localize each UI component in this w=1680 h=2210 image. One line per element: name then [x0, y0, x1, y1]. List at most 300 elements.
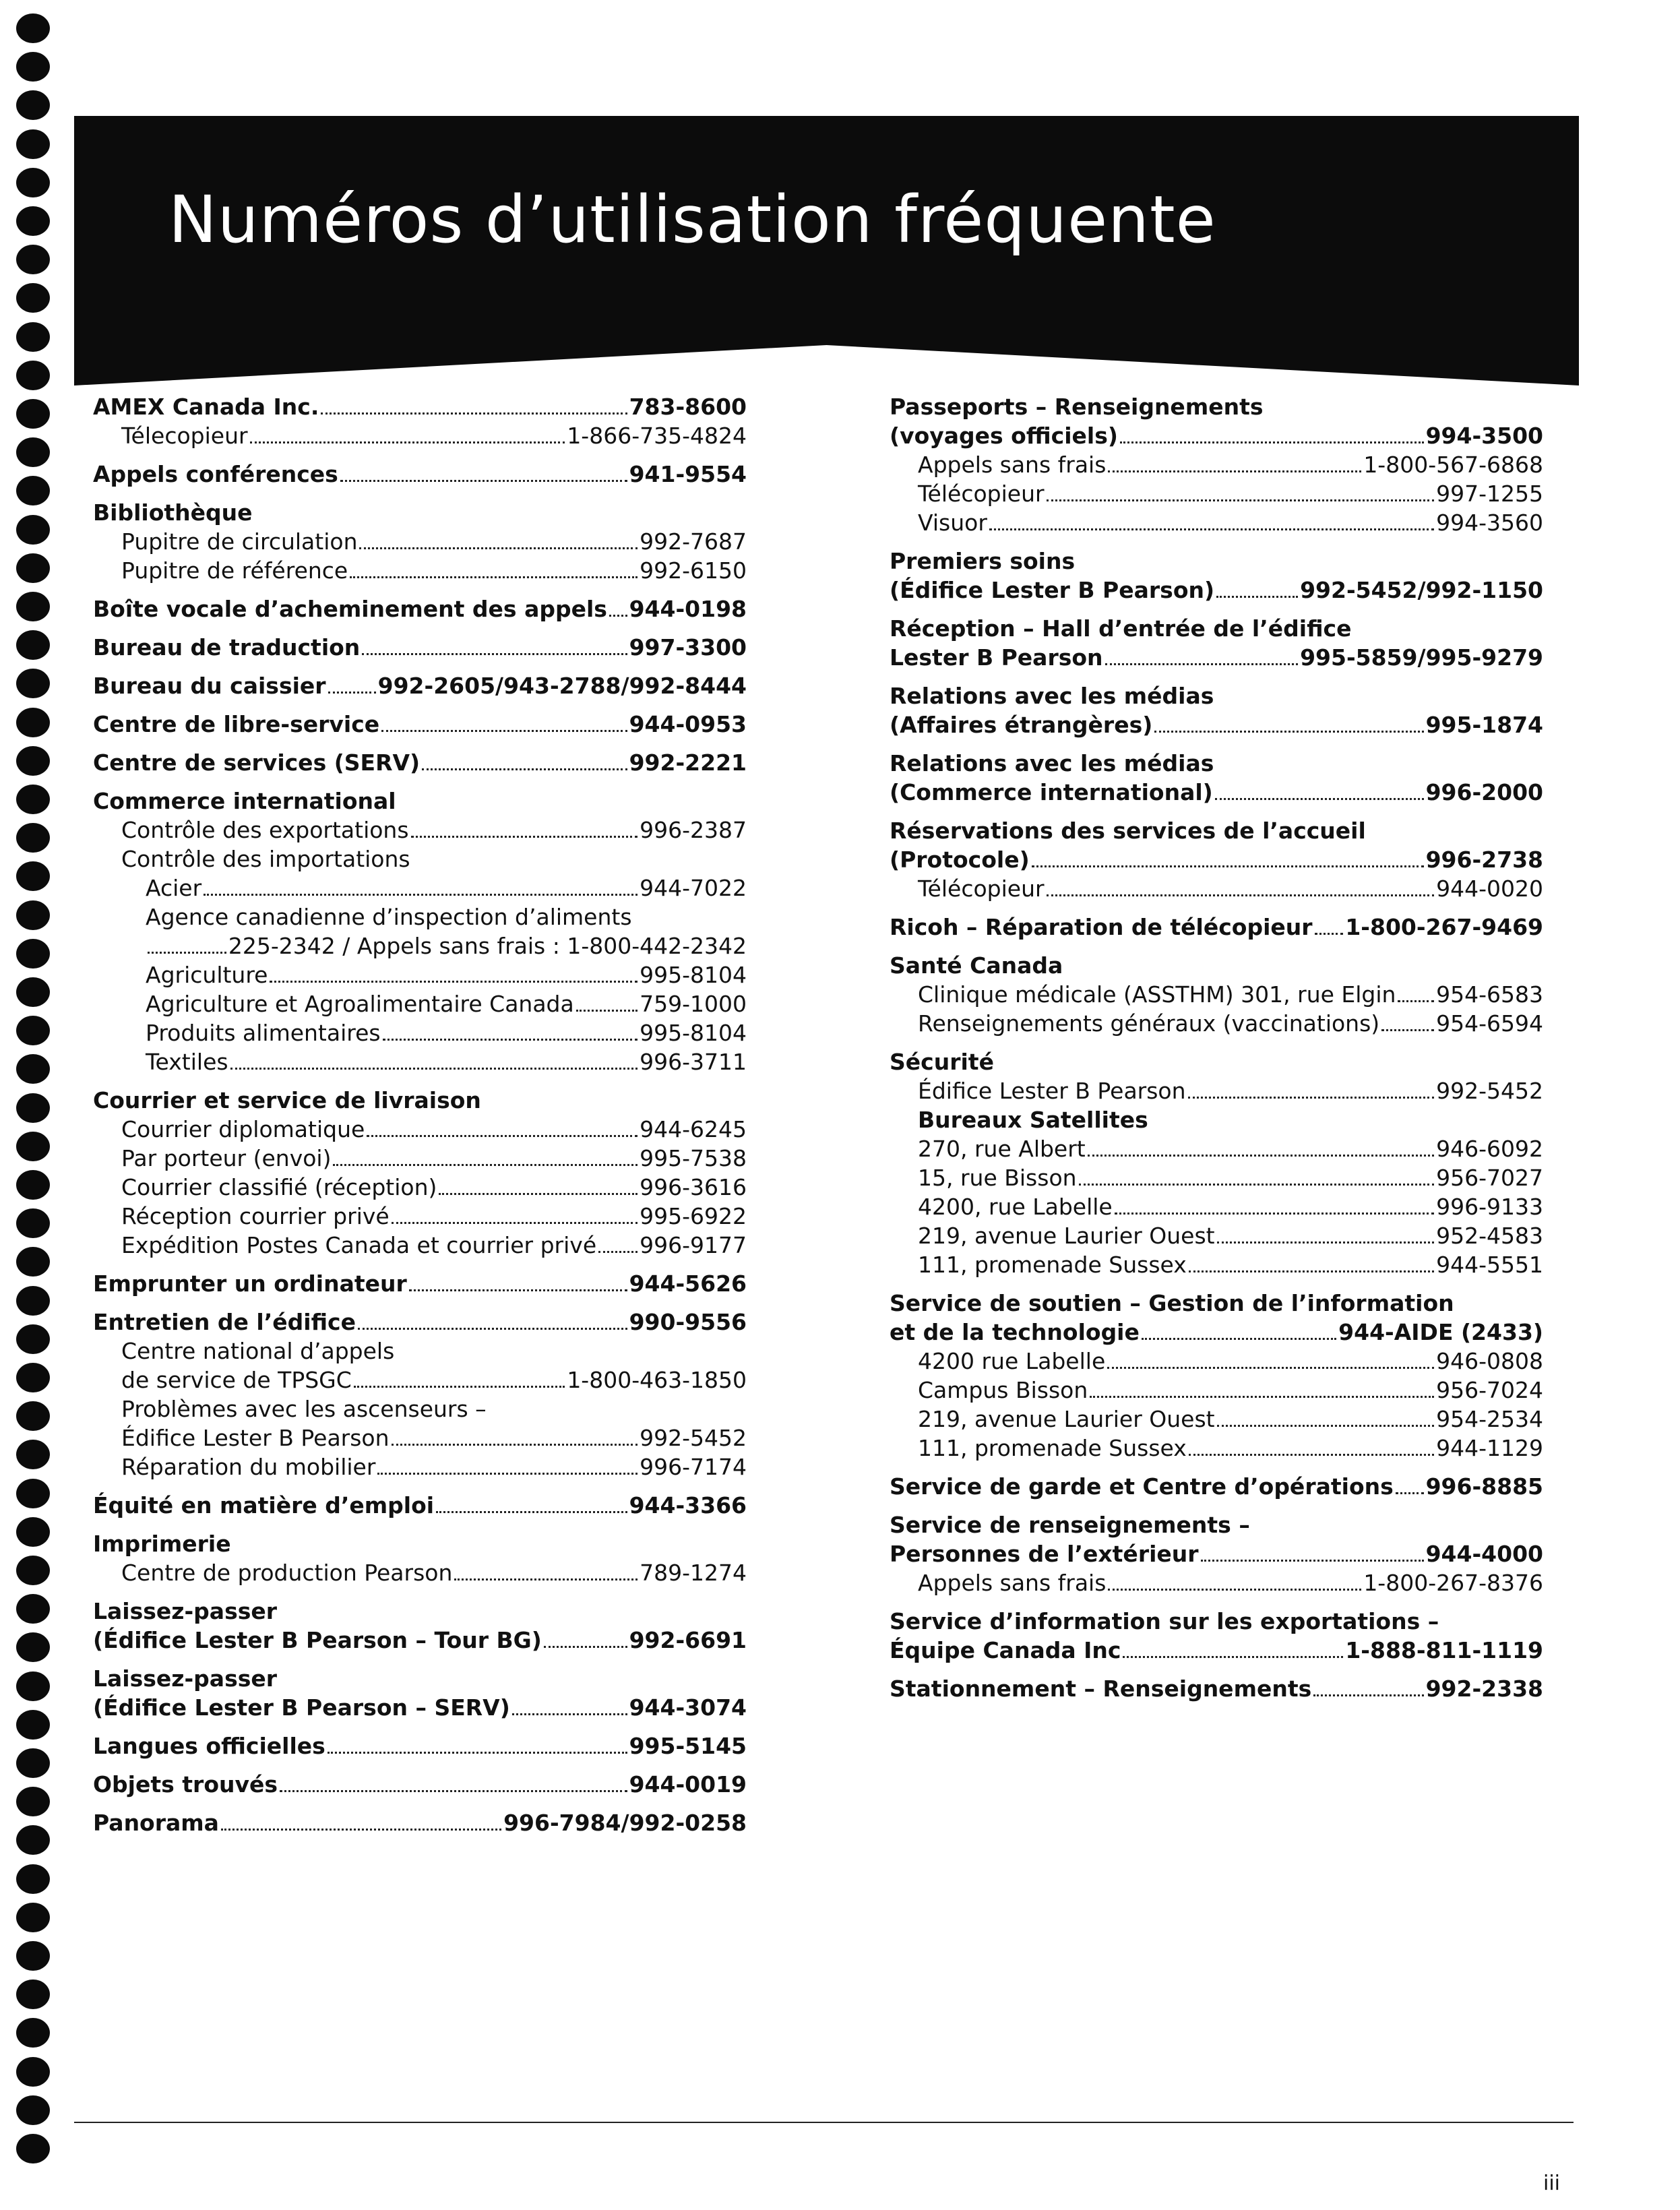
binding-hole — [16, 168, 50, 197]
directory-entry — [93, 1452, 747, 1481]
phone-number: 996-9177 — [640, 1232, 747, 1258]
entry-line — [918, 1347, 1543, 1376]
entry-line — [93, 1770, 747, 1799]
directory-entry — [890, 1221, 1543, 1250]
entry-label: Langues officielles — [93, 1733, 325, 1759]
entry-line — [121, 1173, 747, 1202]
entry-label: Renseignements généraux (vaccinations) — [918, 1010, 1380, 1037]
entry-line — [918, 874, 1543, 903]
phone-number: 996-8885 — [1425, 1473, 1543, 1500]
dot-leader — [321, 412, 627, 415]
dot-leader — [1313, 1694, 1423, 1696]
dot-leader — [1396, 1492, 1424, 1494]
dot-leader — [377, 1473, 637, 1475]
phone-number: 944-0020 — [1436, 876, 1543, 902]
footer-rule — [74, 2122, 1574, 2123]
dot-leader — [1088, 1155, 1434, 1157]
entry-line — [890, 1047, 1543, 1076]
entry-line — [121, 1452, 747, 1481]
directory-entry — [93, 1144, 747, 1173]
directory-entry — [890, 951, 1543, 980]
directory-entry — [93, 671, 747, 700]
entry-line — [918, 1221, 1543, 1250]
entry-line — [121, 421, 747, 450]
entry-label: 111, promenade Sussex — [918, 1252, 1187, 1278]
entry-label: Édifice Lester B Pearson — [121, 1425, 390, 1451]
directory-entry — [93, 1664, 747, 1722]
dot-leader — [1108, 470, 1361, 472]
dot-leader — [381, 730, 627, 732]
entry-line — [146, 1047, 747, 1076]
dot-leader — [576, 1010, 637, 1012]
binding-hole — [16, 1517, 50, 1547]
entry-line — [146, 931, 747, 960]
binding-hole — [16, 1594, 50, 1624]
dot-leader — [1090, 1396, 1434, 1398]
entry-label: Textiles — [146, 1049, 228, 1075]
dot-leader — [1142, 1338, 1336, 1340]
entry-label: Édifice Lester B Pearson — [918, 1078, 1186, 1104]
entry-line — [121, 1231, 747, 1260]
phone-number: 954-6594 — [1436, 1010, 1543, 1037]
directory-entry — [93, 960, 747, 989]
directory-entry — [93, 1337, 747, 1394]
binding-hole — [16, 1170, 50, 1200]
dot-leader — [1105, 663, 1299, 665]
binding-hole — [16, 1247, 50, 1277]
phone-number: 995-5859/995-9279 — [1300, 644, 1543, 671]
entry-label: Courrier diplomatique — [121, 1116, 365, 1142]
dot-leader — [989, 528, 1434, 530]
entry-label: Télecopieur — [121, 423, 248, 449]
phone-number: 996-3711 — [640, 1049, 747, 1075]
directory-entry — [93, 902, 747, 960]
dot-leader — [609, 615, 627, 617]
entry-line — [121, 816, 747, 845]
entry-label: Expédition Postes Canada et courrier privé — [121, 1232, 597, 1258]
entry-line — [918, 508, 1543, 537]
directory-entry — [890, 547, 1543, 605]
phone-number: 992-2605/943-2788/992-8444 — [377, 673, 747, 699]
entry-label: (Protocole) — [890, 847, 1030, 873]
phone-number: 995-8104 — [640, 962, 747, 988]
entry-label: 270, rue Albert — [918, 1136, 1086, 1162]
entry-label: Centre de services (SERV) — [93, 749, 421, 776]
entry-line — [918, 1405, 1543, 1434]
entry-line — [121, 1365, 747, 1394]
binding-hole — [16, 977, 50, 1007]
phone-number: 996-2738 — [1425, 847, 1543, 873]
binding-hole — [16, 1671, 50, 1701]
dot-leader — [350, 576, 637, 578]
binding-hole — [16, 1093, 50, 1123]
directory-entry — [890, 1472, 1543, 1501]
entry-line — [890, 643, 1543, 672]
dot-leader — [221, 1829, 501, 1831]
entry-label: 4200 rue Labelle — [918, 1348, 1106, 1374]
binding-hole — [16, 553, 50, 583]
directory-entry — [890, 1434, 1543, 1463]
phone-number: 946-0808 — [1436, 1348, 1543, 1374]
phone-number: 789-1274 — [640, 1560, 747, 1586]
binding-holes — [12, 13, 54, 2210]
entry-line — [93, 1731, 747, 1760]
directory-entry — [93, 392, 747, 421]
entry-label: Pupitre de référence — [121, 557, 348, 584]
directory-entry — [93, 787, 747, 816]
entry-label: Par porteur (envoi) — [121, 1145, 332, 1171]
entry-label: Imprimerie — [93, 1531, 231, 1557]
directory-entry — [93, 1394, 747, 1452]
entry-label: Centre de libre-service — [93, 711, 380, 737]
directory-entry — [93, 1018, 747, 1047]
binding-hole — [16, 2018, 50, 2048]
directory-entry — [890, 450, 1543, 479]
phone-number: 944-AIDE (2433) — [1338, 1319, 1543, 1345]
entry-line — [890, 1636, 1543, 1665]
entry-line — [890, 1539, 1543, 1568]
dot-leader — [1189, 1270, 1434, 1272]
dot-leader — [1047, 499, 1435, 501]
entry-line — [918, 450, 1543, 479]
dot-leader — [1216, 596, 1298, 598]
dot-leader — [148, 952, 226, 954]
entry-line — [121, 1394, 747, 1423]
binding-hole — [16, 437, 50, 467]
entry-label: Service de garde et Centre d’opérations — [890, 1473, 1394, 1500]
dot-leader — [1108, 1589, 1361, 1591]
entry-label: Centre de production Pearson — [121, 1560, 453, 1586]
entry-line — [146, 1018, 747, 1047]
dot-leader — [1154, 731, 1423, 733]
entry-line — [890, 913, 1543, 942]
phone-number: 946-6092 — [1436, 1136, 1543, 1162]
entry-line — [146, 873, 747, 902]
left-column — [93, 392, 747, 1837]
dot-leader — [340, 480, 627, 482]
entry-label: Télécopieur — [918, 876, 1045, 902]
phone-number: 995-6922 — [640, 1203, 747, 1229]
entry-line — [93, 710, 747, 739]
directory-entry — [93, 1770, 747, 1799]
binding-hole — [16, 515, 50, 545]
phone-number: 992-6691 — [629, 1627, 747, 1653]
entry-line — [93, 1086, 747, 1115]
entry-line — [918, 1009, 1543, 1038]
binding-hole — [16, 2095, 50, 2125]
entry-label: Personnes de l’extérieur — [890, 1541, 1199, 1567]
entry-line — [146, 902, 747, 931]
entry-label: Télécopieur — [918, 481, 1045, 507]
binding-hole — [16, 1979, 50, 2009]
entry-label: Contrôle des importations — [121, 846, 410, 872]
entry-line — [918, 1192, 1543, 1221]
entry-label: Courrier classifié (réception) — [121, 1174, 437, 1200]
directory-entry — [890, 1076, 1543, 1105]
entry-label: Appels conférences — [93, 461, 338, 487]
phone-number: 992-2221 — [629, 749, 747, 776]
dot-leader — [422, 768, 627, 770]
dot-leader — [598, 1251, 637, 1253]
phone-number: 944-5551 — [1436, 1252, 1543, 1278]
directory-entry — [890, 1568, 1543, 1597]
dot-leader — [1201, 1560, 1424, 1562]
entry-line — [93, 1664, 747, 1693]
entry-line — [890, 392, 1543, 421]
phone-number: 941-9554 — [629, 461, 747, 487]
entry-line — [93, 1308, 747, 1337]
entry-line — [890, 547, 1543, 576]
binding-hole — [16, 708, 50, 737]
directory-entry — [890, 980, 1543, 1009]
entry-line — [93, 787, 747, 816]
entry-label: Acier — [146, 875, 202, 901]
phone-number: 956-7027 — [1436, 1165, 1543, 1191]
directory-entry — [93, 710, 747, 739]
entry-line — [890, 1472, 1543, 1501]
dot-leader — [367, 1135, 637, 1137]
entry-line — [918, 1434, 1543, 1463]
directory-entry — [890, 1134, 1543, 1163]
phone-number: 996-3616 — [640, 1174, 747, 1200]
dot-leader — [436, 1511, 627, 1513]
phone-number: 954-2534 — [1436, 1406, 1543, 1432]
dot-leader — [328, 1752, 627, 1754]
phone-number: 944-3366 — [629, 1492, 747, 1518]
binding-hole — [16, 785, 50, 814]
directory-entry — [890, 816, 1543, 874]
dot-leader — [1217, 1425, 1435, 1427]
phone-number: 992-6150 — [640, 557, 747, 584]
entry-label: Sécurité — [890, 1049, 994, 1075]
binding-hole — [16, 476, 50, 505]
phone-number: 783-8600 — [629, 394, 747, 420]
entry-line — [121, 1115, 747, 1144]
binding-hole — [16, 1941, 50, 1971]
entry-label: Service de soutien – Gestion de l’information — [890, 1290, 1454, 1316]
binding-hole — [16, 1016, 50, 1045]
phone-number: 1-800-463-1850 — [567, 1367, 747, 1393]
directory-entry — [890, 1105, 1543, 1134]
dot-leader — [411, 836, 638, 838]
entry-label: Campus Bisson — [918, 1377, 1088, 1403]
entry-label: Produits alimentaires — [146, 1020, 381, 1046]
entry-label: Stationnement – Renseignements — [890, 1676, 1312, 1702]
directory-entry — [93, 1047, 747, 1076]
dot-leader — [1115, 1213, 1434, 1215]
binding-hole — [16, 1363, 50, 1392]
phone-number: 996-2387 — [640, 817, 747, 843]
entry-label: Visuor — [918, 510, 987, 536]
entry-label: Service d’information sur les exportations – — [890, 1608, 1439, 1634]
dot-leader — [1079, 1184, 1435, 1186]
phone-number: 995-5145 — [629, 1733, 747, 1759]
dot-leader — [544, 1646, 627, 1648]
phone-number: 944-1129 — [1436, 1435, 1543, 1461]
entry-label: Premiers soins — [890, 548, 1076, 574]
directory-entry — [93, 1308, 747, 1337]
entry-label: Pupitre de circulation — [121, 528, 358, 555]
binding-hole — [16, 1632, 50, 1662]
phone-number: 956-7024 — [1436, 1377, 1543, 1403]
entry-label: Équité en matière d’emploi — [93, 1492, 435, 1518]
entry-label: Clinique médicale (ASSTHM) 301, rue Elgin — [918, 981, 1396, 1008]
dot-leader — [1189, 1454, 1434, 1456]
phone-number: 759-1000 — [640, 991, 747, 1017]
phone-number: 992-5452/992-1150 — [1300, 577, 1543, 603]
entry-label: Bureaux Satellites — [918, 1107, 1148, 1133]
dot-leader — [358, 1328, 627, 1330]
directory-entry — [93, 1597, 747, 1655]
entry-label: Appels sans frais — [918, 1570, 1107, 1596]
phone-number: 995-8104 — [640, 1020, 747, 1046]
directory-entry — [890, 913, 1543, 942]
binding-hole — [16, 52, 50, 82]
dot-leader — [362, 653, 627, 655]
binding-hole — [16, 939, 50, 969]
entry-label: Service de renseignements – — [890, 1512, 1250, 1538]
entry-label: Agence canadienne d’inspection d’aliments — [146, 904, 632, 930]
binding-hole — [16, 1903, 50, 1932]
entry-line — [93, 1597, 747, 1626]
phone-number: 996-2000 — [1425, 779, 1543, 805]
phone-number: 992-2338 — [1425, 1676, 1543, 1702]
binding-hole — [16, 2134, 50, 2163]
entry-line — [890, 614, 1543, 643]
directory-entry — [93, 556, 747, 585]
entry-line — [146, 960, 747, 989]
binding-hole — [16, 1208, 50, 1238]
binding-hole — [16, 129, 50, 159]
directory-entry — [890, 749, 1543, 807]
entry-label: Bureau du caissier — [93, 673, 326, 699]
phone-number: 944-4000 — [1425, 1541, 1543, 1567]
phone-number: 944-3074 — [629, 1694, 747, 1721]
dot-leader — [1047, 894, 1435, 896]
entry-line — [890, 681, 1543, 710]
phone-number: 995-7538 — [640, 1145, 747, 1171]
entry-line — [918, 1250, 1543, 1279]
phone-number: 990-9556 — [629, 1309, 747, 1335]
entry-line — [890, 1674, 1543, 1703]
entry-line — [918, 1163, 1543, 1192]
binding-hole — [16, 1479, 50, 1508]
entry-label: 15, rue Bisson — [918, 1165, 1077, 1191]
binding-hole — [16, 630, 50, 660]
entry-line — [93, 460, 747, 489]
entry-label: (Affaires étrangères) — [890, 712, 1153, 738]
directory-entry — [93, 1731, 747, 1760]
entry-line — [93, 671, 747, 700]
dot-leader — [1217, 1241, 1435, 1244]
phone-number: 944-0019 — [629, 1771, 747, 1798]
binding-hole — [16, 669, 50, 698]
dot-leader — [250, 441, 565, 443]
dot-leader — [1315, 933, 1344, 935]
entry-label: (Édifice Lester B Pearson – SERV) — [93, 1694, 510, 1721]
dot-leader — [333, 1164, 637, 1166]
entry-line — [890, 951, 1543, 980]
entry-line — [93, 392, 747, 421]
entry-line — [93, 1626, 747, 1655]
entry-line — [93, 633, 747, 662]
dot-leader — [454, 1578, 637, 1580]
entry-line — [890, 1289, 1543, 1318]
dot-leader — [392, 1444, 638, 1446]
entry-label: Appels sans frais — [918, 452, 1107, 478]
phone-number: 944-6245 — [640, 1116, 747, 1142]
directory-entry — [890, 874, 1543, 903]
page-number: iii — [1543, 2172, 1561, 2195]
phone-number: 992-7687 — [640, 528, 747, 555]
entry-label: Centre national d’appels — [121, 1338, 395, 1364]
phone-number: 997-3300 — [629, 634, 747, 661]
phone-number: 992-5452 — [640, 1425, 747, 1451]
dot-leader — [354, 1386, 565, 1388]
binding-hole — [16, 592, 50, 621]
binding-hole — [16, 1556, 50, 1585]
binding-hole — [16, 206, 50, 236]
phone-number: 996-7984/992-0258 — [503, 1810, 747, 1836]
phone-number: 944-7022 — [640, 875, 747, 901]
phone-number: 995-1874 — [1425, 712, 1543, 738]
entry-line — [93, 594, 747, 623]
entry-line — [890, 749, 1543, 778]
entry-line — [93, 1808, 747, 1837]
directory-entry — [93, 816, 747, 845]
entry-line — [890, 845, 1543, 874]
entry-label: et de la technologie — [890, 1319, 1140, 1345]
phone-number: 1-866-735-4824 — [567, 423, 747, 449]
entry-label: Agriculture — [146, 962, 268, 988]
binding-hole — [16, 900, 50, 930]
dot-leader — [409, 1289, 627, 1291]
directory-entry — [93, 594, 747, 623]
dot-leader — [1032, 865, 1424, 867]
dot-leader — [270, 981, 637, 983]
directory-entry — [93, 1529, 747, 1558]
directory-entry — [890, 1289, 1543, 1347]
dot-leader — [383, 1039, 638, 1041]
entry-line — [93, 1693, 747, 1722]
entry-line — [890, 816, 1543, 845]
dot-leader — [230, 1068, 638, 1070]
entry-line — [890, 1607, 1543, 1636]
directory-entry — [93, 460, 747, 489]
binding-hole — [16, 1401, 50, 1431]
directory-entry — [93, 873, 747, 902]
directory-entry — [93, 989, 747, 1018]
phone-number: 944-5626 — [629, 1270, 747, 1297]
entry-line — [918, 1568, 1543, 1597]
phone-number: 996-7174 — [640, 1454, 747, 1480]
directory-entry — [890, 392, 1543, 450]
binding-hole — [16, 1324, 50, 1354]
phone-number: 1-888-811-1119 — [1345, 1637, 1543, 1663]
entry-label: 219, avenue Laurier Ouest — [918, 1223, 1215, 1249]
directory-entry — [890, 1405, 1543, 1434]
entry-line — [918, 1105, 1543, 1134]
dot-leader — [512, 1713, 627, 1715]
entry-line — [890, 1318, 1543, 1347]
entry-label: Boîte vocale d’acheminement des appels — [93, 596, 607, 622]
directory-entry — [890, 1347, 1543, 1376]
entry-label: Lester B Pearson — [890, 644, 1103, 671]
dot-leader — [439, 1193, 637, 1195]
entry-label: Bibliothèque — [93, 499, 253, 526]
entry-label: 219, avenue Laurier Ouest — [918, 1406, 1215, 1432]
dot-leader — [1381, 1029, 1434, 1031]
